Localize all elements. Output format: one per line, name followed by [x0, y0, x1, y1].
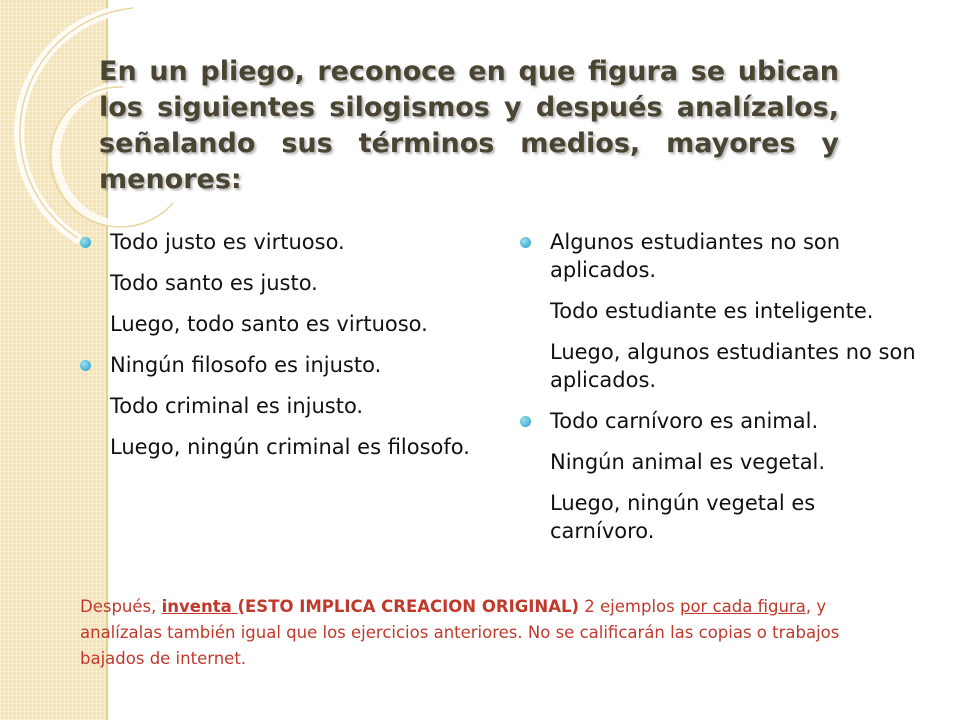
syllogism-line	[80, 392, 512, 420]
syllogism-line-text: Todo justo es virtuoso.	[110, 230, 345, 254]
syllogism-line-text: Algunos estudiantes no son aplicados.	[550, 230, 841, 282]
bullet-icon	[520, 416, 531, 427]
bullet-icon	[520, 237, 531, 248]
note-per-figure: por cada figura	[679, 597, 806, 616]
syllogism-line	[80, 269, 512, 297]
note-original-creation: (ESTO IMPLICA CREACION ORIGINAL)	[237, 597, 580, 616]
syllogism-line	[520, 228, 920, 284]
syllogism-line	[520, 489, 920, 545]
bullet-icon	[80, 237, 91, 248]
syllogism-line	[520, 297, 920, 325]
note-invent-emphasis: inventa	[161, 597, 238, 616]
syllogism-line-text: Luego, ningún vegetal es carnívoro.	[550, 491, 816, 543]
syllogism-line	[80, 310, 512, 338]
syllogism-line	[80, 433, 512, 461]
syllogism-line-text: Todo estudiante es inteligente.	[550, 299, 874, 323]
syllogism-line	[520, 338, 920, 394]
syllogisms-right-column	[520, 228, 920, 558]
syllogism-line-text: Ningún animal es vegetal.	[550, 450, 826, 474]
syllogism-line-text: Todo santo es justo.	[110, 271, 318, 295]
assignment-note	[80, 594, 880, 672]
syllogism-line-text: Luego, ningún criminal es filosofo.	[110, 435, 470, 459]
syllogism-line	[520, 407, 920, 435]
bullet-icon	[80, 360, 91, 371]
syllogism-line-text: Todo criminal es injusto.	[110, 394, 364, 418]
note-text: 2 ejemplos	[579, 597, 680, 616]
syllogism-line-text: Luego, todo santo es virtuoso.	[110, 312, 428, 336]
slide-title: En un pliego, reconoce en que figura se ubican los siguientes silogismos y después analízalos, señalando sus términos medios, mayores y menores:	[99, 56, 839, 195]
note-text: , y analízalas también igual que los ejercicios anteriores. No se calificarán las copias o trabajos bajados de internet.	[80, 597, 840, 668]
syllogisms-left-column	[80, 228, 512, 474]
syllogism-line-text: Todo carnívoro es animal.	[550, 409, 819, 433]
syllogism-line	[80, 228, 512, 256]
note-text: Después,	[80, 597, 162, 616]
syllogism-line	[80, 351, 512, 379]
syllogism-line	[520, 448, 920, 476]
syllogism-line-text: Luego, algunos estudiantes no son aplicados.	[550, 340, 916, 392]
syllogism-line-text: Ningún filosofo es injusto.	[110, 353, 382, 377]
